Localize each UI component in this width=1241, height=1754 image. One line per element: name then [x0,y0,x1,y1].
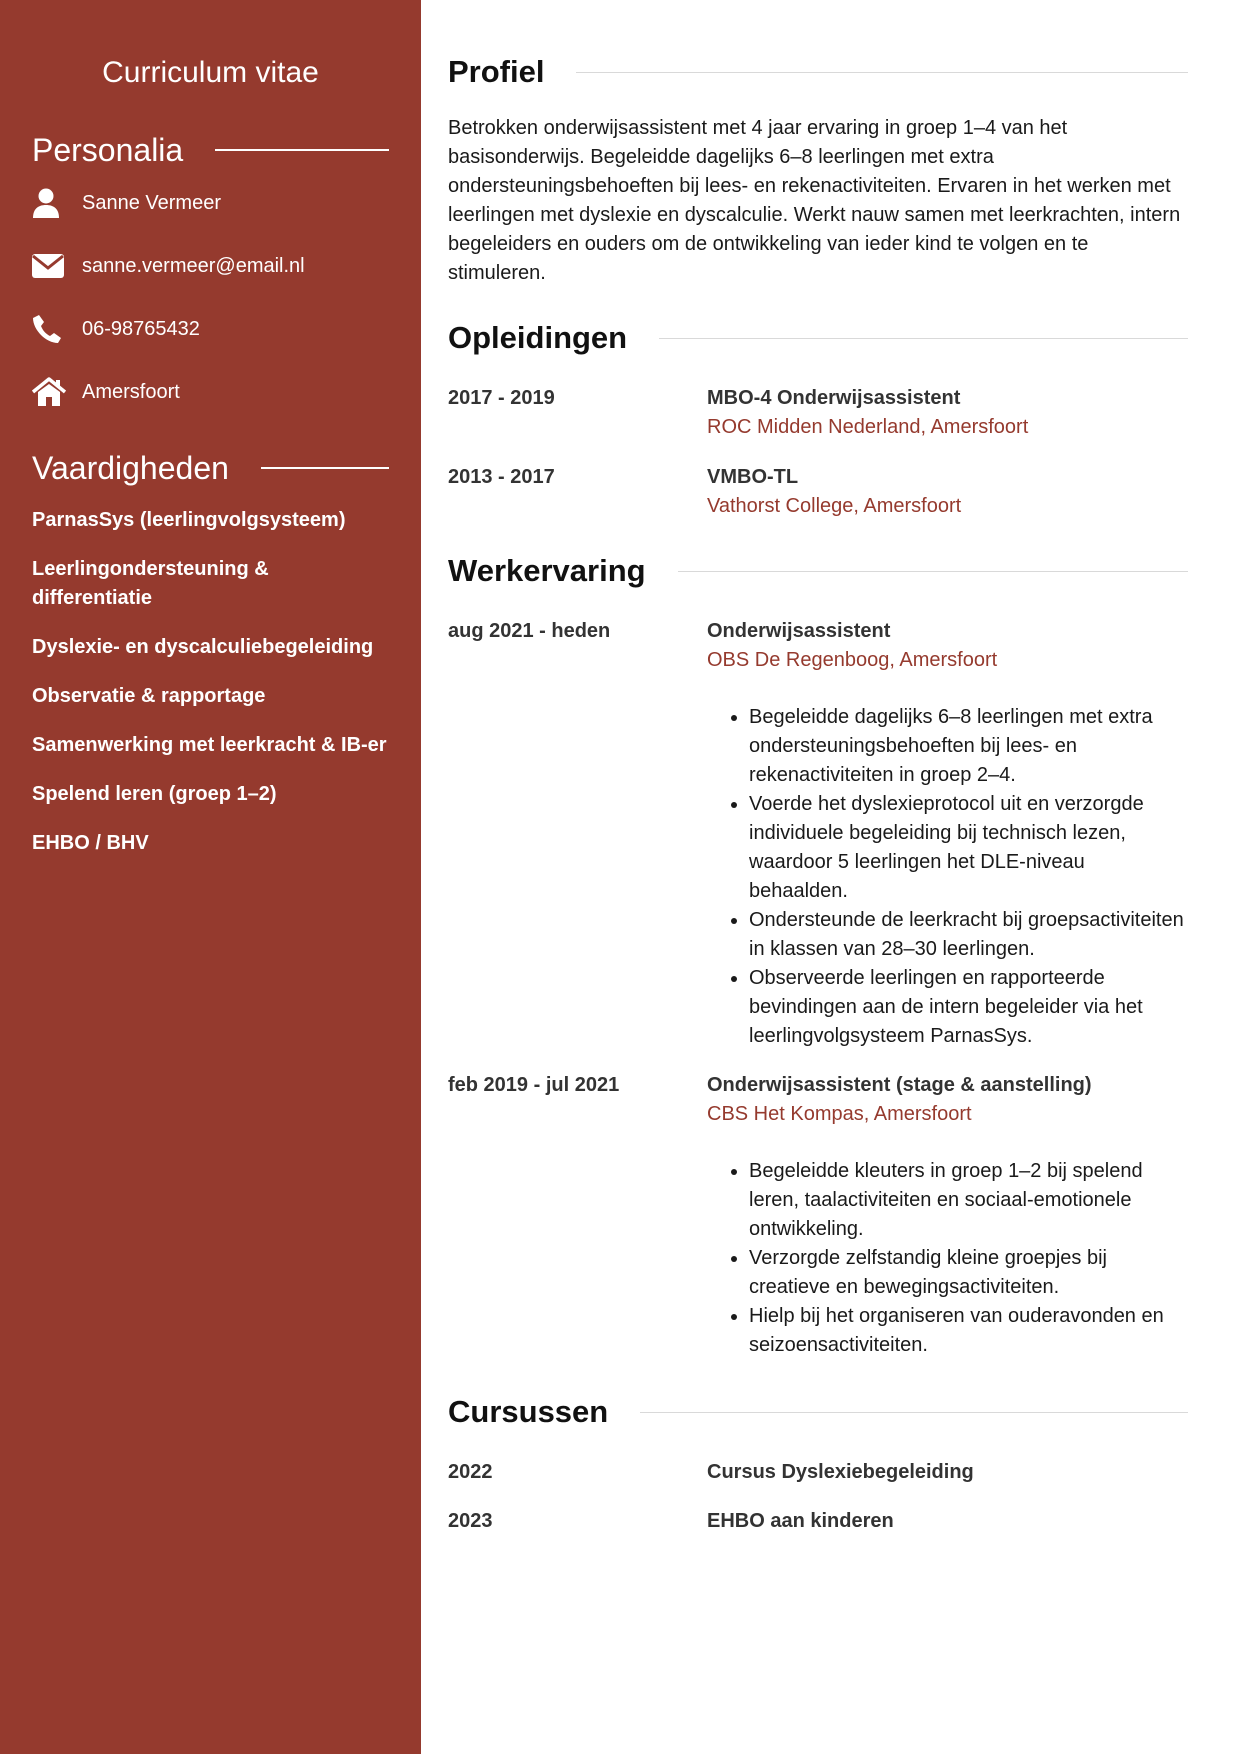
contact-list [32,186,389,409]
entry-period: 2017 - 2019 [448,387,555,409]
entry-title: Onderwijsassistent [707,620,891,642]
werkervaring-heading [448,551,1188,591]
contact-email [32,249,389,283]
entry-place: ROC Midden Nederland, Amersfoort [707,416,1029,438]
profiel-text: Betrokken onderwijsassistent met 4 jaar ervaring in groep 1–4 van het basisonderwijs. Begeleidde dagelijks 6–8 leerlingen met extra ondersteuningsbehoeften bij lees- en rekenactiviteiten. Ervaren in het werken met leerlingen met dyslexie en dyscalculie. Werkt nauw samen met leerkrachten, intern begeleiders en ouders om de ontwikkeling van ieder kind te volgen en te stimuleren. [448,117,1181,284]
bullet-item: • Begeleidde dagelijks 6–8 leerlingen met extra ondersteuningsbehoeften bij lees- en rekenactiviteiten in groep 2–4. [749,703,1188,790]
section-rule [576,72,1188,73]
entry-bullets [707,703,1188,1051]
opleidingen-list [448,384,1188,521]
skill-item: Leerlingondersteuning & differentiatie [32,558,269,609]
entry-title: Onderwijsassistent (stage & aanstelling) [707,1074,1092,1096]
entry-period: feb 2019 - jul 2021 [448,1074,620,1096]
section-rule [678,571,1188,572]
bullet-item: • Verzorgde zelfstandig kleine groepjes bij creatieve en bewegingsactiviteiten. [749,1244,1188,1302]
education-entry [448,463,1188,521]
skill-item: EHBO / BHV [32,832,149,854]
skill-item: Spelend leren (groep 1–2) [32,783,277,805]
werkervaring-list [448,617,1188,1360]
opleidingen-heading [448,318,1188,358]
document-title: Curriculum vitae [102,56,319,89]
entry-place: Vathorst College, Amersfoort [707,495,962,517]
main-content [448,0,1188,1556]
bullet-item: • Begeleidde kleuters in groep 1–2 bij spelend leren, taalactiviteiten en sociaal-emotionele ontwikkeling. [749,1157,1188,1244]
entry-period: 2022 [448,1461,493,1483]
skill-item: Samenwerking met leerkracht & IB-er [32,734,387,756]
education-entry [448,384,1188,442]
skill-item: Dyslexie- en dyscalculiebegeleiding [32,636,374,658]
entry-title: VMBO-TL [707,466,799,488]
skills-heading-label: Vaardigheden [32,450,229,486]
entry-title: MBO-4 Onderwijsassistent [707,387,961,409]
entry-place: OBS De Regenboog, Amersfoort [707,649,998,671]
personalia-heading [32,130,389,170]
skill-item: Observatie & rapportage [32,685,266,707]
contact-label: Sanne Vermeer [82,191,221,214]
sidebar [0,0,421,1754]
entry-period: aug 2021 - heden [448,620,611,642]
section-title: Werkervaring [448,553,646,588]
phone-icon [32,312,66,346]
contact-label: sanne.vermeer@email.nl [82,254,305,277]
entry-bullets [707,1157,1188,1360]
bullet-item: • Observeerde leerlingen en rapporteerde bevindingen aan de intern begeleider via het leerlingvolgsysteem ParnasSys. [749,964,1188,1051]
skills-heading [32,448,389,488]
home-icon [32,375,66,409]
skills-list [32,506,389,858]
cursussen-heading [448,1392,1188,1432]
bullet-item: • Hielp bij het organiseren van ouderavonden en seizoensactiviteiten. [749,1302,1188,1360]
contact-label: 06-98765432 [82,317,200,340]
section-title: Profiel [448,54,545,89]
entry-period: 2013 - 2017 [448,466,555,488]
entry-title: Cursus Dyslexiebegeleiding [707,1461,974,1483]
entry-place: CBS Het Kompas, Amersfoort [707,1103,972,1125]
bullet-item: • Voerde het dyslexieprotocol uit en verzorgde individuele begeleiding bij technisch lezen, waardoor 5 leerlingen het DLE-niveau behaalden. [749,790,1188,906]
course-entry [448,1458,1188,1487]
section-title: Cursussen [448,1394,609,1429]
skill-item: ParnasSys (leerlingvolgsysteem) [32,509,346,531]
entry-title: EHBO aan kinderen [707,1510,894,1532]
heading-rule [261,467,389,469]
envelope-icon [32,249,66,283]
user-icon [32,186,66,220]
profiel-heading [448,52,1188,92]
work-entry [448,617,1188,1051]
contact-city [32,375,389,409]
section-rule [640,1412,1188,1413]
personalia-heading-label: Personalia [32,132,184,168]
contact-name [32,186,389,220]
section-rule [659,338,1188,339]
work-entry [448,1071,1188,1360]
entry-period: 2023 [448,1510,493,1532]
contact-phone [32,312,389,346]
section-title: Opleidingen [448,320,628,355]
course-entry [448,1507,1188,1536]
bullet-item: • Ondersteunde de leerkracht bij groepsactiviteiten in klassen van 28–30 leerlingen. [749,906,1188,964]
contact-label: Amersfoort [82,380,180,403]
cursussen-list [448,1458,1188,1536]
heading-rule [215,149,389,151]
